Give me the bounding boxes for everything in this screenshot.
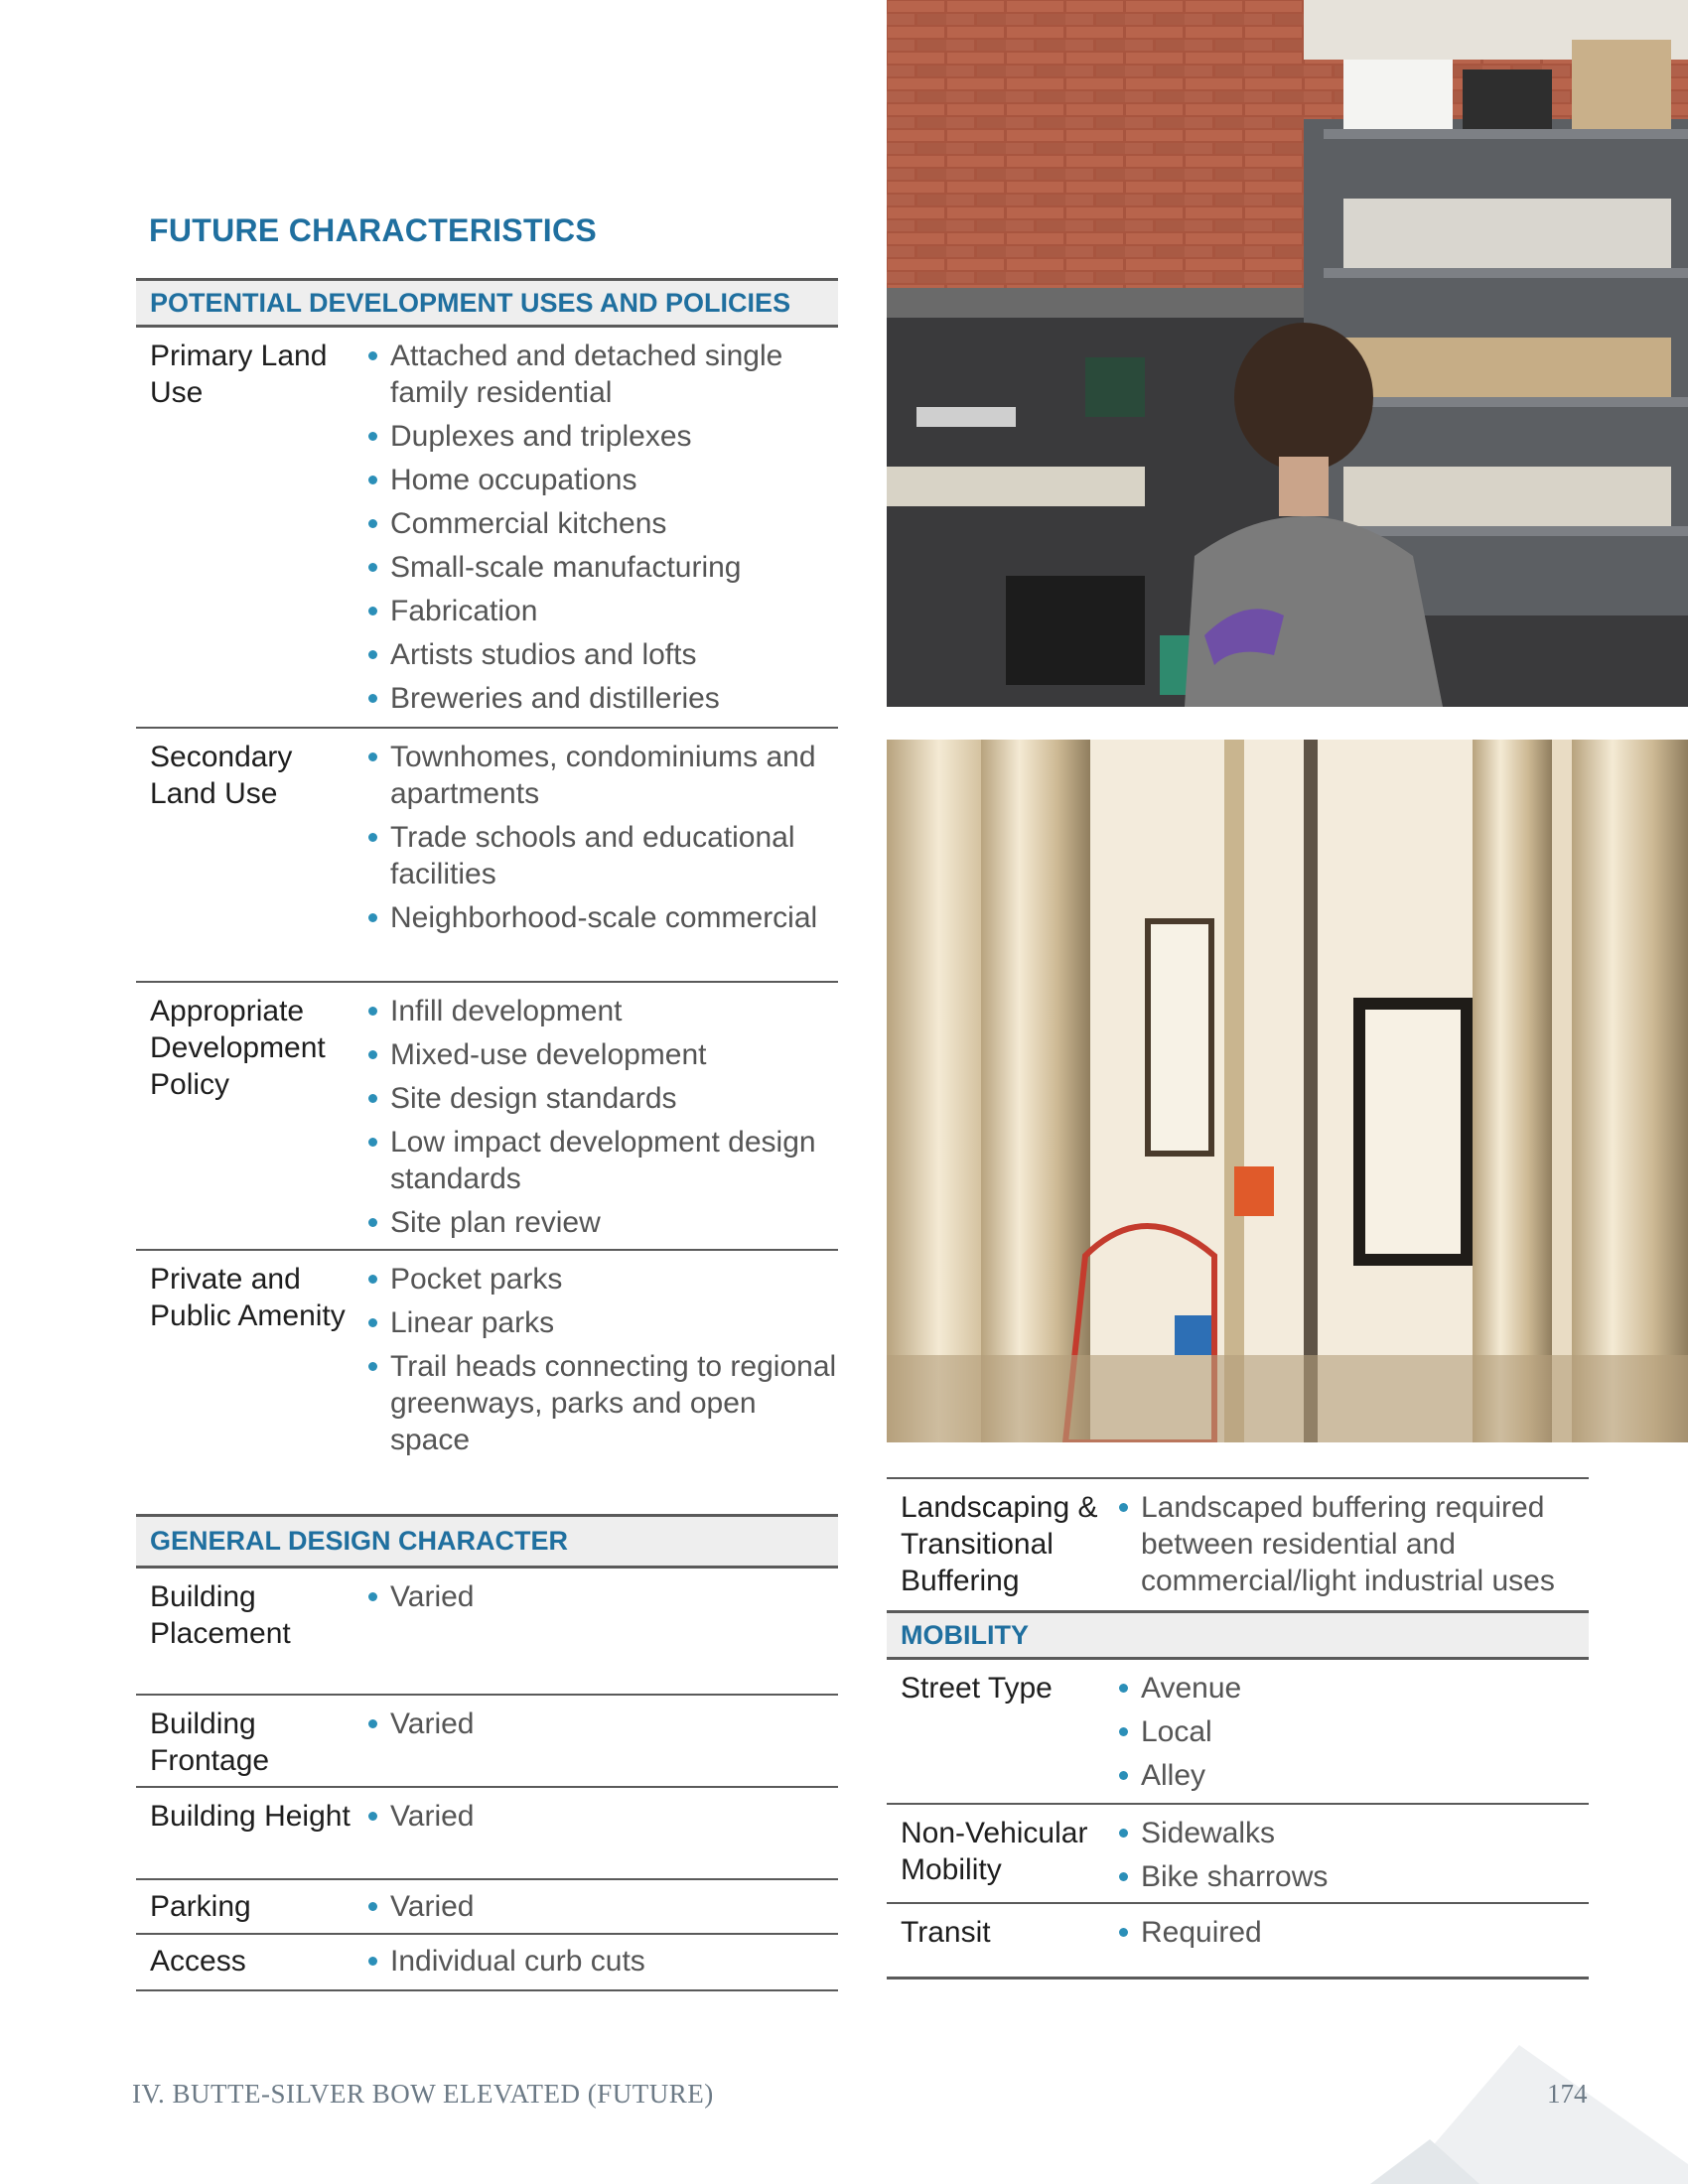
bullet-list <box>1114 1805 1589 1902</box>
bullet-list <box>1114 1660 1589 1803</box>
uses-table <box>136 278 838 1469</box>
bullet-list <box>363 1569 838 1694</box>
table-row <box>887 1904 1589 1979</box>
mountain-graphic <box>1370 2035 1688 2184</box>
list-item: Townhomes, condominiums and apartments <box>363 739 838 812</box>
page-number: 174 <box>1547 2079 1588 2109</box>
bullet-list <box>363 1935 838 1989</box>
list-item: Trade schools and educational facilities <box>363 819 838 892</box>
row-label: Building Frontage <box>150 1707 270 1777</box>
table-row <box>136 1569 838 1696</box>
bullet-list <box>1114 1479 1589 1610</box>
bullet-list <box>363 983 838 1249</box>
list-item: Home occupations <box>363 462 838 498</box>
row-label: Building Placement <box>150 1580 291 1650</box>
list-item: Commercial kitchens <box>363 505 838 542</box>
workshop-photo-art <box>887 0 1688 707</box>
list-item: Sidewalks <box>1114 1815 1589 1851</box>
list-item: Varied <box>363 1888 838 1925</box>
list-item: Trail heads connecting to regional greenways, parks and open space <box>363 1348 838 1458</box>
table-row <box>136 328 838 729</box>
list-item: Individual curb cuts <box>363 1943 838 1979</box>
row-label: Parking <box>150 1890 251 1923</box>
list-item: Varied <box>363 1578 838 1615</box>
bullet-list <box>363 328 838 727</box>
list-item: Small-scale manufacturing <box>363 549 838 586</box>
brewery-photo-art <box>887 740 1688 1442</box>
row-label: Building Height <box>150 1800 351 1833</box>
list-item: Avenue <box>1114 1670 1589 1706</box>
list-item: Pocket parks <box>363 1261 838 1297</box>
list-item: Breweries and distilleries <box>363 680 838 717</box>
bullet-list <box>363 1251 838 1469</box>
list-item: Attached and detached single family residential <box>363 338 838 411</box>
section-title: FUTURE CHARACTERISTICS <box>149 212 598 248</box>
row-label: Appropriate Development Policy <box>150 995 326 1101</box>
table-row <box>136 729 838 983</box>
row-label: Primary Land Use <box>150 340 328 409</box>
row-label: Secondary Land Use <box>150 741 293 810</box>
table-row <box>136 1788 838 1880</box>
row-label: Transit <box>901 1916 991 1949</box>
row-label: Landscaping & Transitional Buffering <box>901 1491 1098 1597</box>
table-row <box>136 1935 838 1991</box>
list-item: Linear parks <box>363 1304 838 1341</box>
list-item: Site plan review <box>363 1204 838 1241</box>
mobility-header: MOBILITY <box>887 1610 1589 1660</box>
table-row <box>887 1479 1589 1610</box>
table-row <box>136 983 838 1251</box>
bullet-list <box>363 1788 838 1878</box>
table-row <box>136 1880 838 1935</box>
bullet-list <box>363 729 838 981</box>
brewery-photo <box>887 740 1688 1442</box>
design-header: GENERAL DESIGN CHARACTER <box>136 1514 838 1569</box>
list-item: Neighborhood-scale commercial <box>363 899 838 936</box>
list-item: Site design standards <box>363 1080 838 1117</box>
list-item: Required <box>1114 1914 1589 1951</box>
list-item: Landscaped buffering required between residential and commercial/light industrial uses <box>1114 1489 1589 1599</box>
list-item: Duplexes and triplexes <box>363 418 838 455</box>
workshop-photo <box>887 0 1688 707</box>
list-item: Varied <box>363 1798 838 1835</box>
footer-section-name: IV. BUTTE-SILVER BOW ELEVATED (FUTURE) <box>132 2079 714 2109</box>
bullet-list <box>363 1696 838 1786</box>
row-label: Private and Public Amenity <box>150 1263 346 1332</box>
list-item: Low impact development design standards <box>363 1124 838 1197</box>
table-row <box>136 1696 838 1788</box>
mobility-table <box>887 1477 1589 1979</box>
bullet-list <box>363 1880 838 1933</box>
bullet-list <box>1114 1904 1589 1977</box>
uses-header: POTENTIAL DEVELOPMENT USES AND POLICIES <box>136 278 838 328</box>
design-table <box>136 1514 838 1991</box>
list-item: Local <box>1114 1713 1589 1750</box>
table-row <box>136 1251 838 1469</box>
list-item: Alley <box>1114 1757 1589 1794</box>
row-label: Non-Vehicular Mobility <box>901 1817 1088 1886</box>
row-label: Access <box>150 1945 246 1978</box>
row-label: Street Type <box>901 1672 1053 1705</box>
list-item: Fabrication <box>363 593 838 629</box>
list-item: Varied <box>363 1706 838 1742</box>
list-item: Bike sharrows <box>1114 1858 1589 1895</box>
list-item: Infill development <box>363 993 838 1029</box>
table-row <box>887 1805 1589 1904</box>
list-item: Artists studios and lofts <box>363 636 838 673</box>
list-item: Mixed-use development <box>363 1036 838 1073</box>
table-row <box>887 1660 1589 1805</box>
